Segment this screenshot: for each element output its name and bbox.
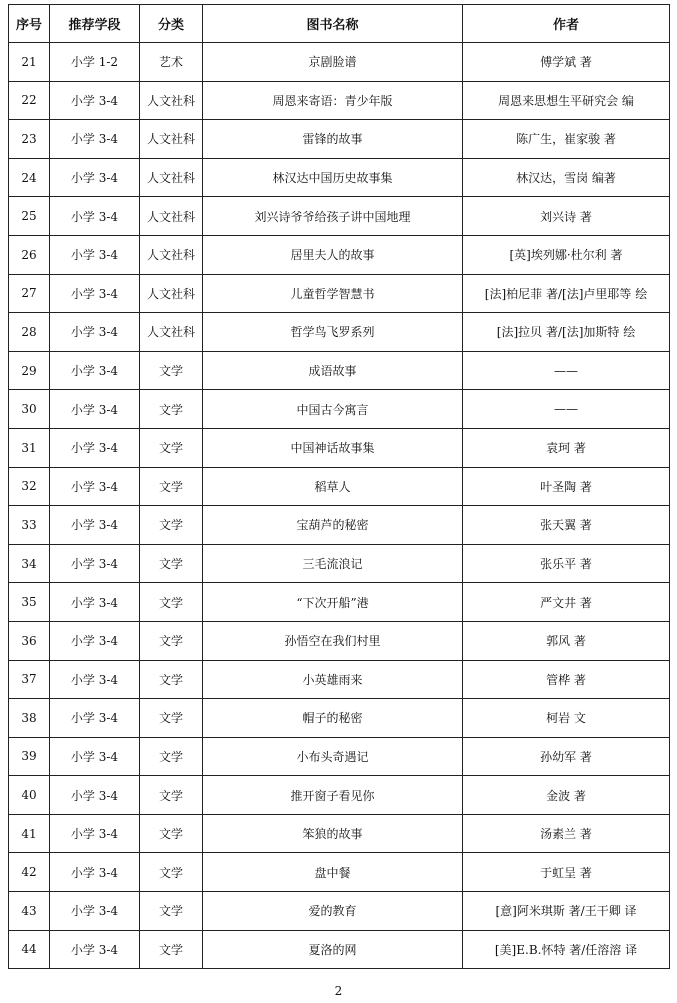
cell-author: —— [463, 351, 670, 390]
cell-title: 居里夫人的故事 [203, 235, 463, 274]
cell-author: 于虹呈 著 [463, 853, 670, 892]
cell-grade: 小学 3-4 [50, 467, 140, 506]
cell-grade: 小学 3-4 [50, 699, 140, 738]
cell-category: 文学 [140, 467, 203, 506]
cell-no: 23 [9, 120, 50, 159]
table-row [9, 621, 670, 660]
cell-category: 文学 [140, 583, 203, 622]
cell-title: 中国神话故事集 [203, 428, 463, 467]
cell-grade: 小学 3-4 [50, 506, 140, 545]
cell-grade: 小学 3-4 [50, 621, 140, 660]
cell-no: 31 [9, 428, 50, 467]
cell-category: 人文社科 [140, 158, 203, 197]
cell-category: 人文社科 [140, 81, 203, 120]
cell-author: 陈广生，崔家骏 著 [463, 120, 670, 159]
cell-author: 周恩来思想生平研究会 编 [463, 81, 670, 120]
cell-author: 管桦 著 [463, 660, 670, 699]
table-row [9, 660, 670, 699]
cell-grade: 小学 3-4 [50, 930, 140, 969]
cell-grade: 小学 3-4 [50, 544, 140, 583]
table-row [9, 390, 670, 429]
table-row [9, 235, 670, 274]
table-row [9, 43, 670, 82]
cell-author: 郭风 著 [463, 621, 670, 660]
cell-grade: 小学 3-4 [50, 853, 140, 892]
table-row [9, 814, 670, 853]
cell-category: 文学 [140, 660, 203, 699]
cell-no: 34 [9, 544, 50, 583]
cell-grade: 小学 3-4 [50, 737, 140, 776]
cell-grade: 小学 3-4 [50, 274, 140, 313]
cell-no: 24 [9, 158, 50, 197]
cell-author: 刘兴诗 著 [463, 197, 670, 236]
cell-category: 文学 [140, 390, 203, 429]
cell-category: 文学 [140, 814, 203, 853]
cell-title: 中国古今寓言 [203, 390, 463, 429]
cell-no: 38 [9, 699, 50, 738]
cell-category: 文学 [140, 930, 203, 969]
cell-category: 文学 [140, 544, 203, 583]
table-row [9, 930, 670, 969]
cell-category: 人文社科 [140, 235, 203, 274]
cell-grade: 小学 3-4 [50, 660, 140, 699]
cell-author: [英]埃列娜·杜尔利 著 [463, 235, 670, 274]
cell-title: 周恩来寄语：青少年版 [203, 81, 463, 120]
cell-no: 27 [9, 274, 50, 313]
table-row [9, 467, 670, 506]
cell-no: 33 [9, 506, 50, 545]
cell-no: 22 [9, 81, 50, 120]
cell-no: 36 [9, 621, 50, 660]
cell-grade: 小学 3-4 [50, 158, 140, 197]
cell-author: [法]拉贝 著/[法]加斯特 绘 [463, 313, 670, 352]
header-grade: 推荐学段 [50, 5, 140, 43]
cell-no: 26 [9, 235, 50, 274]
cell-no: 41 [9, 814, 50, 853]
cell-category: 艺术 [140, 43, 203, 82]
header-title: 图书名称 [203, 5, 463, 43]
cell-title: 哲学鸟飞罗系列 [203, 313, 463, 352]
table-row [9, 274, 670, 313]
cell-title: 笨狼的故事 [203, 814, 463, 853]
cell-author: [美]E.B.怀特 著/任溶溶 译 [463, 930, 670, 969]
cell-title: 儿童哲学智慧书 [203, 274, 463, 313]
header-row [9, 5, 670, 43]
cell-title: 三毛流浪记 [203, 544, 463, 583]
cell-no: 37 [9, 660, 50, 699]
table-row [9, 776, 670, 815]
cell-author: —— [463, 390, 670, 429]
cell-author: 汤素兰 著 [463, 814, 670, 853]
table-row [9, 544, 670, 583]
cell-category: 人文社科 [140, 274, 203, 313]
cell-no: 32 [9, 467, 50, 506]
table-row [9, 853, 670, 892]
cell-title: 成语故事 [203, 351, 463, 390]
cell-category: 文学 [140, 428, 203, 467]
cell-grade: 小学 3-4 [50, 235, 140, 274]
cell-title: 稻草人 [203, 467, 463, 506]
cell-author: [意]阿米琪斯 著/王干卿 译 [463, 892, 670, 931]
cell-title: 京剧脸谱 [203, 43, 463, 82]
cell-no: 28 [9, 313, 50, 352]
cell-no: 35 [9, 583, 50, 622]
cell-grade: 小学 3-4 [50, 390, 140, 429]
cell-no: 43 [9, 892, 50, 931]
cell-title: 刘兴诗爷爷给孩子讲中国地理 [203, 197, 463, 236]
page-number: 2 [334, 984, 343, 998]
cell-title: 爱的教育 [203, 892, 463, 931]
table-row [9, 313, 670, 352]
cell-title: 林汉达中国历史故事集 [203, 158, 463, 197]
cell-category: 文学 [140, 351, 203, 390]
cell-author: 孙幼军 著 [463, 737, 670, 776]
cell-no: 30 [9, 390, 50, 429]
cell-grade: 小学 3-4 [50, 120, 140, 159]
cell-category: 人文社科 [140, 313, 203, 352]
cell-title: 宝葫芦的秘密 [203, 506, 463, 545]
cell-title: 推开窗子看见你 [203, 776, 463, 815]
cell-grade: 小学 3-4 [50, 313, 140, 352]
cell-no: 40 [9, 776, 50, 815]
cell-author: 傅学斌 著 [463, 43, 670, 82]
table-row [9, 120, 670, 159]
cell-grade: 小学 3-4 [50, 814, 140, 853]
table-row [9, 197, 670, 236]
cell-category: 文学 [140, 892, 203, 931]
cell-category: 文学 [140, 699, 203, 738]
cell-author: 柯岩 文 [463, 699, 670, 738]
cell-author: 张乐平 著 [463, 544, 670, 583]
cell-no: 21 [9, 43, 50, 82]
cell-category: 人文社科 [140, 120, 203, 159]
header-category: 分类 [140, 5, 203, 43]
cell-author: 严文井 著 [463, 583, 670, 622]
cell-category: 文学 [140, 737, 203, 776]
table-row [9, 351, 670, 390]
cell-grade: 小学 3-4 [50, 892, 140, 931]
table-row [9, 737, 670, 776]
cell-category: 文学 [140, 776, 203, 815]
cell-no: 29 [9, 351, 50, 390]
table-row [9, 583, 670, 622]
cell-grade: 小学 3-4 [50, 776, 140, 815]
table-row [9, 158, 670, 197]
table-row [9, 428, 670, 467]
header-no: 序号 [9, 5, 50, 43]
cell-title: 小英雄雨来 [203, 660, 463, 699]
cell-title: 小布头奇遇记 [203, 737, 463, 776]
cell-title: “下次开船”港 [203, 583, 463, 622]
cell-grade: 小学 1-2 [50, 43, 140, 82]
table-row [9, 81, 670, 120]
cell-author: 张天翼 著 [463, 506, 670, 545]
cell-no: 44 [9, 930, 50, 969]
header-author: 作者 [463, 5, 670, 43]
table-row [9, 892, 670, 931]
cell-title: 孙悟空在我们村里 [203, 621, 463, 660]
table-body [9, 43, 670, 969]
cell-title: 帽子的秘密 [203, 699, 463, 738]
cell-grade: 小学 3-4 [50, 351, 140, 390]
cell-grade: 小学 3-4 [50, 81, 140, 120]
cell-grade: 小学 3-4 [50, 197, 140, 236]
cell-title: 雷锋的故事 [203, 120, 463, 159]
cell-no: 42 [9, 853, 50, 892]
table-row [9, 699, 670, 738]
cell-title: 夏洛的网 [203, 930, 463, 969]
cell-no: 25 [9, 197, 50, 236]
cell-no: 39 [9, 737, 50, 776]
cell-grade: 小学 3-4 [50, 583, 140, 622]
cell-category: 文学 [140, 506, 203, 545]
cell-author: [法]柏尼菲 著/[法]卢里耶等 绘 [463, 274, 670, 313]
cell-category: 人文社科 [140, 197, 203, 236]
cell-category: 文学 [140, 621, 203, 660]
table-row [9, 506, 670, 545]
table-header [9, 5, 670, 43]
cell-author: 林汉达，雪岗 编著 [463, 158, 670, 197]
book-list-table [8, 4, 670, 969]
cell-category: 文学 [140, 853, 203, 892]
cell-grade: 小学 3-4 [50, 428, 140, 467]
cell-author: 袁珂 著 [463, 428, 670, 467]
cell-author: 金波 著 [463, 776, 670, 815]
cell-title: 盘中餐 [203, 853, 463, 892]
cell-author: 叶圣陶 著 [463, 467, 670, 506]
